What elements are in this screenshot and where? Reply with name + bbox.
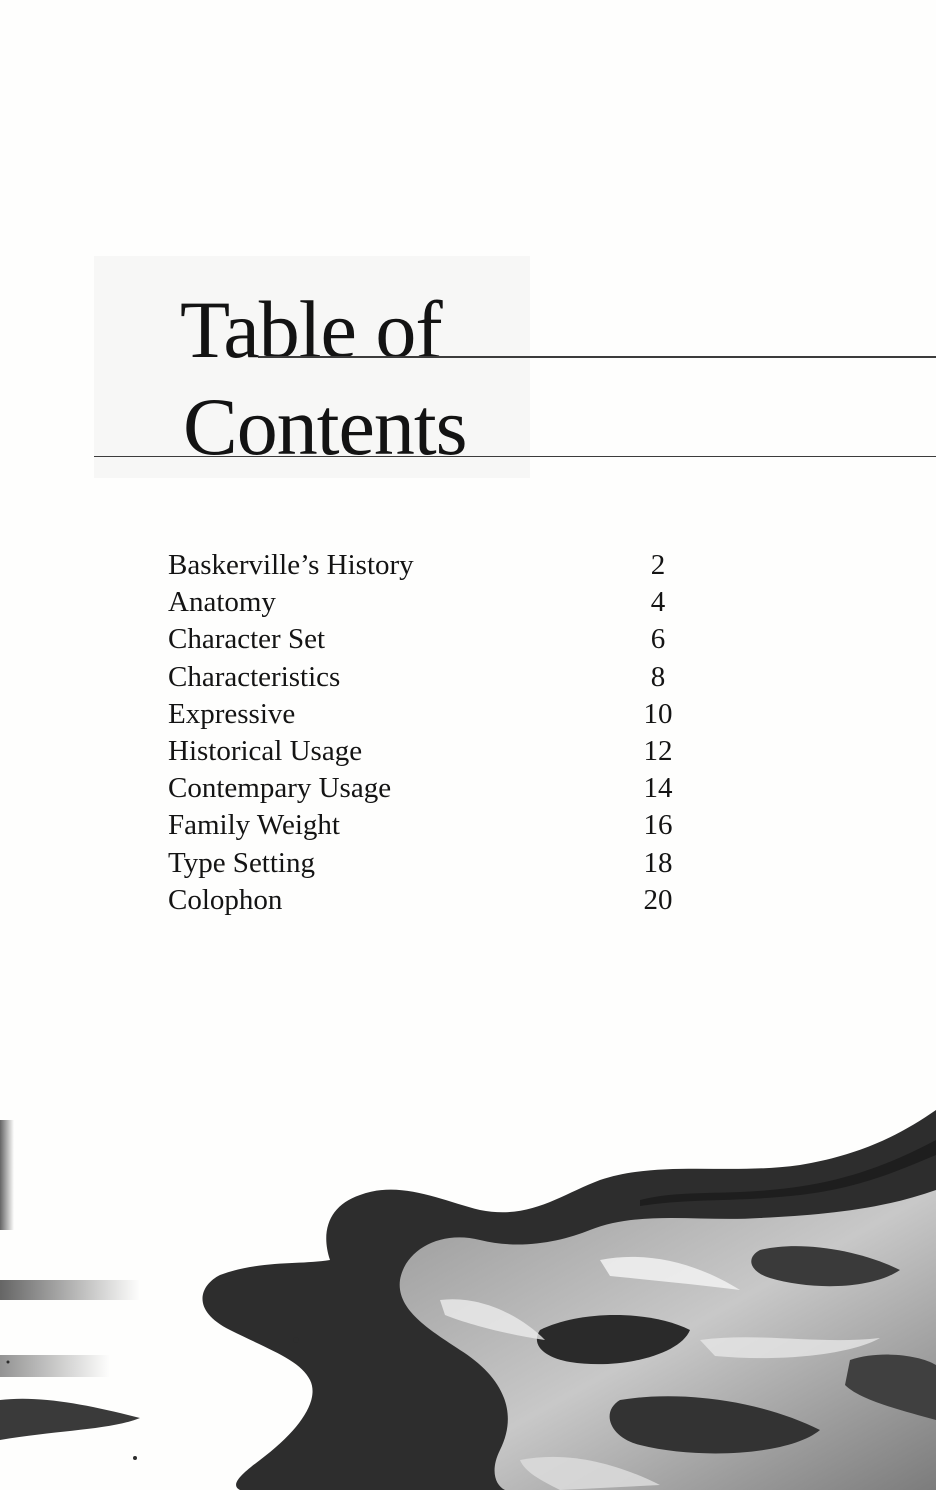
toc-entry-label: Baskerville’s History — [168, 549, 414, 581]
toc-entry-label: Character Set — [168, 623, 326, 656]
title-rule-bottom — [94, 456, 936, 457]
left-smear — [0, 1355, 110, 1377]
left-ink-drip — [0, 1399, 140, 1440]
toc-entry-page: 4 — [650, 586, 666, 619]
toc-entry[interactable] — [168, 584, 688, 621]
toc-entry-page: 8 — [650, 660, 666, 693]
left-smear — [0, 1120, 14, 1230]
toc-entry-label: Anatomy — [168, 586, 276, 619]
table-of-contents — [168, 547, 688, 919]
toc-entry[interactable] — [168, 807, 688, 844]
ink-speck — [133, 1456, 137, 1460]
toc-entry-page: 18 — [643, 846, 673, 879]
toc-entry-label: Expressive — [168, 697, 296, 730]
toc-entry[interactable] — [168, 882, 688, 919]
toc-entry-page: 14 — [643, 772, 673, 805]
toc-entry[interactable] — [168, 770, 688, 807]
toc-entry[interactable] — [168, 621, 688, 658]
ink-wave-artwork — [0, 1100, 936, 1490]
toc-entry[interactable] — [168, 659, 688, 696]
toc-entry-label: Contempary Usage — [168, 772, 392, 805]
toc-entry-page: 2 — [650, 549, 666, 581]
toc-entry-label: Family Weight — [168, 809, 340, 842]
toc-entry-page: 6 — [650, 623, 666, 656]
toc-entry-label: Colophon — [168, 883, 283, 916]
toc-entry[interactable] — [168, 547, 688, 584]
title-line-2: Contents — [183, 381, 467, 472]
title-line-1: Table of — [180, 284, 442, 375]
toc-entry[interactable] — [168, 733, 688, 770]
toc-entry-page: 16 — [643, 809, 673, 842]
ink-speck — [293, 1337, 299, 1343]
toc-entry-label: Type Setting — [168, 846, 315, 879]
ink-speck — [7, 1361, 10, 1364]
toc-entry-page: 20 — [643, 883, 673, 916]
toc-entry-label: Characteristics — [168, 660, 341, 693]
toc-entry-page: 10 — [643, 697, 673, 730]
toc-entry[interactable] — [168, 696, 688, 733]
left-smear — [0, 1280, 140, 1300]
toc-entry-label: Historical Usage — [168, 734, 363, 767]
title-rule-top — [258, 356, 936, 358]
toc-entry[interactable] — [168, 845, 688, 882]
toc-entry-page: 12 — [643, 734, 673, 767]
